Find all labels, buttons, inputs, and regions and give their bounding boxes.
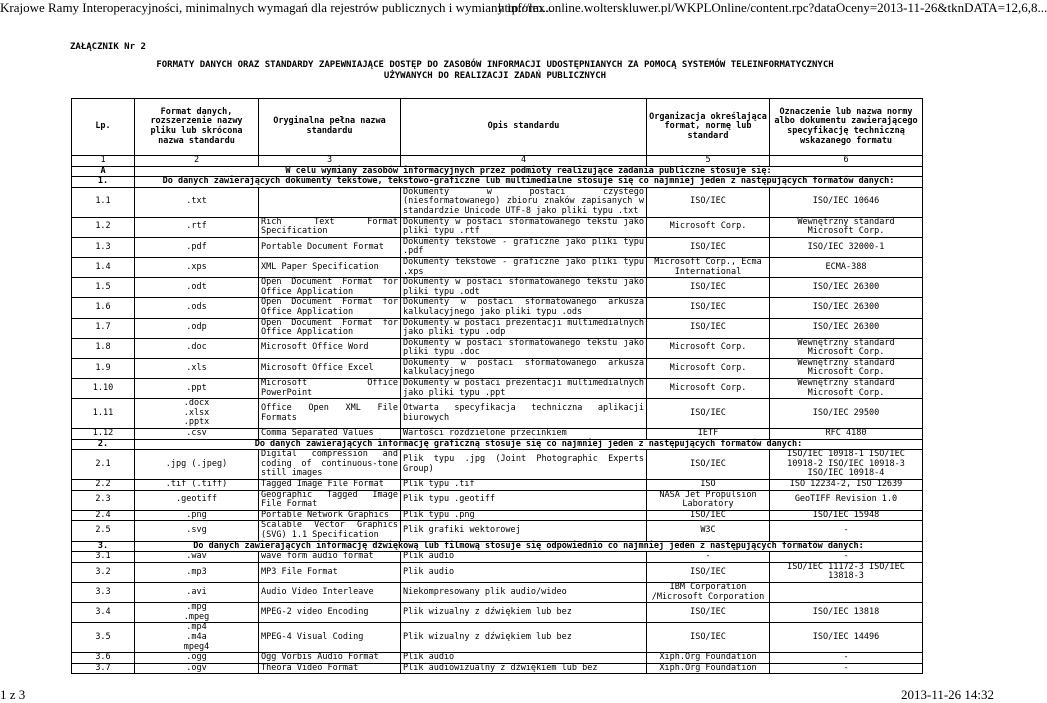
row-original-name: wave form audio format — [259, 552, 401, 563]
row-lp: 2.1 — [72, 450, 135, 480]
table-row — [72, 562, 923, 582]
row-specification: ISO/IEC 26300 — [770, 318, 923, 338]
row-specification: Wewnętrzny standard Microsoft Corp. — [770, 358, 923, 378]
row-lp: 3.6 — [72, 653, 135, 664]
row-lp: 1.8 — [72, 338, 135, 358]
section-number: 1. — [72, 177, 135, 188]
table-row — [72, 257, 923, 277]
attachment-label: ZAŁĄCZNIK Nr 2 — [70, 42, 146, 52]
row-lp: 1.4 — [72, 257, 135, 277]
row-description: Dokumenty w postaci sformatowanego tekstu jako pliki typu .odt — [401, 278, 647, 298]
row-specification: Wewnętrzny standard Microsoft Corp. — [770, 217, 923, 237]
section-number: 2. — [72, 439, 135, 450]
row-lp: 1.10 — [72, 379, 135, 399]
row-lp: 2.2 — [72, 480, 135, 491]
row-format: .mp3 — [135, 562, 259, 582]
table-row — [72, 663, 923, 674]
formats-table — [71, 98, 923, 674]
row-lp: 1.5 — [72, 278, 135, 298]
column-number: 5 — [647, 156, 770, 167]
row-lp: 1.12 — [72, 429, 135, 440]
row-lp: 2.3 — [72, 490, 135, 510]
section-number: A — [72, 166, 135, 177]
row-specification: ISO 12234-2, ISO 12639 — [770, 480, 923, 491]
header-lp: Lp. — [72, 99, 135, 156]
row-organization: Xiph.Org Foundation — [647, 663, 770, 674]
table-row — [72, 450, 923, 480]
row-format: .txt — [135, 187, 259, 217]
browser-print-url: http://lex.online.wolterskluwer.pl/WKPLOnline/content.rpc?dataOceny=2013-11-26&tknDATA=12,6,8... — [498, 0, 1047, 15]
row-format: .png — [135, 510, 259, 521]
row-lp: 1.3 — [72, 237, 135, 257]
header-organization: Organizacja określająca format, normę lub standard — [647, 99, 770, 156]
row-original-name: MPEG-2 video Encoding — [259, 603, 401, 623]
row-organization: Microsoft Corp. — [647, 379, 770, 399]
row-description: Dokumenty w postaci czystego (niesformatowanego) zbioru znaków zapisanych w standardzie Unicode UTF-8 jako pliki typu .txt — [401, 187, 647, 217]
row-description: Dokumenty w postaci sformatowanego arkusza kalkulacyjnego jako pliki typu .ods — [401, 298, 647, 318]
row-organization: ISO/IEC — [647, 298, 770, 318]
browser-print-title: Krajowe Ramy Interoperacyjności, minimalnych wymagań dla rejestrów publicznych i wymiany inform... — [0, 0, 553, 15]
table-row — [72, 379, 923, 399]
row-organization: Microsoft Corp. — [647, 358, 770, 378]
table-row — [72, 217, 923, 237]
row-description: Plik audiowizualny z dźwiękiem lub bez — [401, 663, 647, 674]
row-organization: Microsoft Corp., Ecma International — [647, 257, 770, 277]
row-original-name: MP3 File Format — [259, 562, 401, 582]
row-organization: Microsoft Corp. — [647, 338, 770, 358]
row-original-name: Tagged Image File Format — [259, 480, 401, 491]
row-original-name: Portable Network Graphics — [259, 510, 401, 521]
row-format: .csv — [135, 429, 259, 440]
row-lp: 1.1 — [72, 187, 135, 217]
row-description: Plik typu .jpg (Joint Photographic Experts Group) — [401, 450, 647, 480]
section-text: Do danych zawierających informację dźwiękową lub filmową stosuje się odpowiednio co najmniej jeden z następujących formatów danych: — [135, 541, 923, 552]
row-original-name: Comma Separated Values — [259, 429, 401, 440]
row-description: Dokumenty w postaci sformatowanego arkusza kalkulacyjnego — [401, 358, 647, 378]
row-format: .odp — [135, 318, 259, 338]
table-row — [72, 603, 923, 623]
row-format: .svg — [135, 521, 259, 541]
row-format: .docx .xlsx .pptx — [135, 399, 259, 429]
row-format: .tif (.tiff) — [135, 480, 259, 491]
row-original-name: Open Document Format for Office Application — [259, 278, 401, 298]
row-description: Dokumenty tekstowe - graficzne jako pliki typu .xps — [401, 257, 647, 277]
row-description: Plik audio — [401, 562, 647, 582]
row-format: .xls — [135, 358, 259, 378]
row-original-name: Open Document Format for Office Application — [259, 318, 401, 338]
row-organization: ISO/IEC — [647, 399, 770, 429]
row-description: Dokumenty tekstowe - graficzne jako pliki typu .pdf — [401, 237, 647, 257]
title-line-2: UŻYWANYCH DO REALIZACJI ZADAŃ PUBLICZNYCH — [383, 71, 607, 81]
page-number: 1 z 3 — [0, 687, 26, 702]
section-text: W celu wymiany zasobów informacyjnych przez podmioty realizujące zadania publiczne stosuje się: — [135, 166, 923, 177]
row-original-name: Rich Text Format Specification — [259, 217, 401, 237]
row-organization: ISO/IEC — [647, 510, 770, 521]
row-original-name: Microsoft Office Excel — [259, 358, 401, 378]
row-description: Dokumenty w postaci prezentacji multimedialnych jako pliki typu .odp — [401, 318, 647, 338]
row-organization: Xiph.Org Foundation — [647, 653, 770, 664]
row-specification: ISO/IEC 26300 — [770, 278, 923, 298]
row-organization: ISO/IEC — [647, 603, 770, 623]
row-original-name — [259, 187, 401, 217]
row-organization: NASA Jet Propulsion Laboratory — [647, 490, 770, 510]
row-lp: 1.11 — [72, 399, 135, 429]
table-row — [72, 399, 923, 429]
row-specification: ISO/IEC 29500 — [770, 399, 923, 429]
row-specification: - — [770, 521, 923, 541]
row-original-name: Audio Video Interleave — [259, 582, 401, 602]
row-description: Otwarta specyfikacja techniczna aplikacji biurowych — [401, 399, 647, 429]
row-description: Plik audio — [401, 653, 647, 664]
row-organization: ISO — [647, 480, 770, 491]
header-format: Format danych, rozszerzenie nazwy pliku lub skrócona nazwa standardu — [135, 99, 259, 156]
table-row — [72, 490, 923, 510]
table-row — [72, 623, 923, 653]
row-description: Plik wizualny z dźwiękiem lub bez — [401, 623, 647, 653]
row-organization: ISO/IEC — [647, 450, 770, 480]
row-lp: 3.1 — [72, 552, 135, 563]
row-lp: 2.5 — [72, 521, 135, 541]
row-specification: ISO/IEC 26300 — [770, 298, 923, 318]
row-specification: GeoTIFF Revision 1.0 — [770, 490, 923, 510]
row-original-name: MPEG-4 Visual Coding — [259, 623, 401, 653]
row-format: .avi — [135, 582, 259, 602]
row-specification: - — [770, 653, 923, 664]
column-number: 1 — [72, 156, 135, 167]
table-row — [72, 237, 923, 257]
row-original-name: Portable Document Format — [259, 237, 401, 257]
row-specification: Wewnętrzny standard Microsoft Corp. — [770, 379, 923, 399]
row-description: Plik typu .geotiff — [401, 490, 647, 510]
row-description: Niekompresowany plik audio/wideo — [401, 582, 647, 602]
header-description: Opis standardu — [401, 99, 647, 156]
row-original-name: XML Paper Specification — [259, 257, 401, 277]
row-specification: ISO/IEC 32000-1 — [770, 237, 923, 257]
row-lp: 3.3 — [72, 582, 135, 602]
row-specification: ISO/IEC 13818 — [770, 603, 923, 623]
table-row — [72, 510, 923, 521]
section-text: Do danych zawierających dokumenty tekstowe, tekstowo-graficzne lub multimedialne stosuje się co najmniej jeden z następujących formatów danych: — [135, 177, 923, 188]
row-description: Plik typu .png — [401, 510, 647, 521]
row-original-name: Scalable Vector Graphics (SVG) 1.1 Specification — [259, 521, 401, 541]
row-format: .jpg (.jpeg) — [135, 450, 259, 480]
table-row — [72, 358, 923, 378]
row-format: .ods — [135, 298, 259, 318]
row-specification: Wewnętrzny standard Microsoft Corp. — [770, 338, 923, 358]
row-specification: RFC 4180 — [770, 429, 923, 440]
row-specification: - — [770, 663, 923, 674]
row-original-name: Open Document Format for Office Application — [259, 298, 401, 318]
table-row — [72, 187, 923, 217]
row-organization: W3C — [647, 521, 770, 541]
row-format: .pdf — [135, 237, 259, 257]
row-format: .wav — [135, 552, 259, 563]
section-row — [72, 177, 923, 188]
row-format: .ppt — [135, 379, 259, 399]
row-description: Wartości rozdzielone przecinkiem — [401, 429, 647, 440]
row-format: .odt — [135, 278, 259, 298]
header-original-name: Oryginalna pełna nazwa standardu — [259, 99, 401, 156]
section-row — [72, 439, 923, 450]
row-lp: 1.6 — [72, 298, 135, 318]
row-organization: IETF — [647, 429, 770, 440]
row-description: Dokumenty w postaci sformatowanego tekstu jako pliki typu .doc — [401, 338, 647, 358]
column-number: 4 — [401, 156, 647, 167]
table-row — [72, 338, 923, 358]
row-lp: 3.5 — [72, 623, 135, 653]
row-specification: ISO/IEC 10646 — [770, 187, 923, 217]
row-specification: ECMA-388 — [770, 257, 923, 277]
title-line-1: FORMATY DANYCH ORAZ STANDARDY ZAPEWNIAJĄCE DOSTĘP DO ZASOBÓW INFORMACJI UDOSTĘPNIANYCH ZA POMOCĄ SYSTEMÓW TELEINFORMATYCZNYCH — [156, 60, 834, 70]
row-specification: ISO/IEC 10918-1 ISO/IEC 10918-2 ISO/IEC 10918-3 ISO/IEC 10918-4 — [770, 450, 923, 480]
column-numbers-row — [72, 156, 923, 167]
column-number: 2 — [135, 156, 259, 167]
row-description: Plik grafiki wektorowej — [401, 521, 647, 541]
table-row — [72, 521, 923, 541]
row-format: .mp4 .m4a mpeg4 — [135, 623, 259, 653]
row-organization: ISO/IEC — [647, 562, 770, 582]
row-organization: ISO/IEC — [647, 318, 770, 338]
row-description: Plik wizualny z dźwiękiem lub bez — [401, 603, 647, 623]
table-row — [72, 318, 923, 338]
header-specification: Oznaczenie lub nazwa normy albo dokumentu zawierającego specyfikację techniczną wskazanego formatu — [770, 99, 923, 156]
row-format: .ogg — [135, 653, 259, 664]
table-row — [72, 298, 923, 318]
row-format: .rtf — [135, 217, 259, 237]
table-row — [72, 429, 923, 440]
column-number: 3 — [259, 156, 401, 167]
row-lp: 1.7 — [72, 318, 135, 338]
row-organization: Microsoft Corp. — [647, 217, 770, 237]
row-specification: ISO/IEC 14496 — [770, 623, 923, 653]
row-original-name: Microsoft Office Word — [259, 338, 401, 358]
row-specification: - — [770, 552, 923, 563]
row-lp: 3.2 — [72, 562, 135, 582]
row-organization: ISO/IEC — [647, 623, 770, 653]
row-description: Plik typu .tif — [401, 480, 647, 491]
row-original-name: Microsoft Office PowerPoint — [259, 379, 401, 399]
row-specification: ISO/IEC 15948 — [770, 510, 923, 521]
document-title — [70, 60, 920, 82]
row-description: Plik audio — [401, 552, 647, 563]
section-text: Do danych zawierających informację graficzną stosuje się co najmniej jeden z następujących formatów danych: — [135, 439, 923, 450]
row-organization: ISO/IEC — [647, 278, 770, 298]
row-description: Dokumenty w postaci sformatowanego tekstu jako pliki typu .rtf — [401, 217, 647, 237]
row-original-name: Theora Video Format — [259, 663, 401, 674]
table-header-row — [72, 99, 923, 156]
row-lp: 3.4 — [72, 603, 135, 623]
row-organization: ISO/IEC — [647, 237, 770, 257]
row-format: .doc — [135, 338, 259, 358]
row-format: .geotiff — [135, 490, 259, 510]
row-lp: 3.7 — [72, 663, 135, 674]
row-specification: ISO/IEC 11172-3 ISO/IEC 13818-3 — [770, 562, 923, 582]
row-original-name: Digital compression and coding of continuous-tone still images — [259, 450, 401, 480]
row-original-name: Office Open XML File Formats — [259, 399, 401, 429]
table-row — [72, 552, 923, 563]
table-row — [72, 278, 923, 298]
table-row — [72, 582, 923, 602]
table-row — [72, 480, 923, 491]
column-number: 6 — [770, 156, 923, 167]
row-organization: - — [647, 552, 770, 563]
table-row — [72, 653, 923, 664]
row-original-name: Geographic Tagged Image File Format — [259, 490, 401, 510]
row-description: Dokumenty w postaci prezentacji multimedialnych jako pliki typu .ppt — [401, 379, 647, 399]
section-row — [72, 541, 923, 552]
row-lp: 1.9 — [72, 358, 135, 378]
row-original-name: Ogg Vorbis Audio Format — [259, 653, 401, 664]
row-format: .ogv — [135, 663, 259, 674]
row-format: .mpg .mpeg — [135, 603, 259, 623]
row-specification — [770, 582, 923, 602]
row-lp: 2.4 — [72, 510, 135, 521]
section-number: 3. — [72, 541, 135, 552]
row-lp: 1.2 — [72, 217, 135, 237]
row-organization: ISO/IEC — [647, 187, 770, 217]
row-organization: IBM Corporation /Microsoft Corporation — [647, 582, 770, 602]
row-format: .xps — [135, 257, 259, 277]
print-datetime: 2013-11-26 14:32 — [901, 687, 995, 702]
